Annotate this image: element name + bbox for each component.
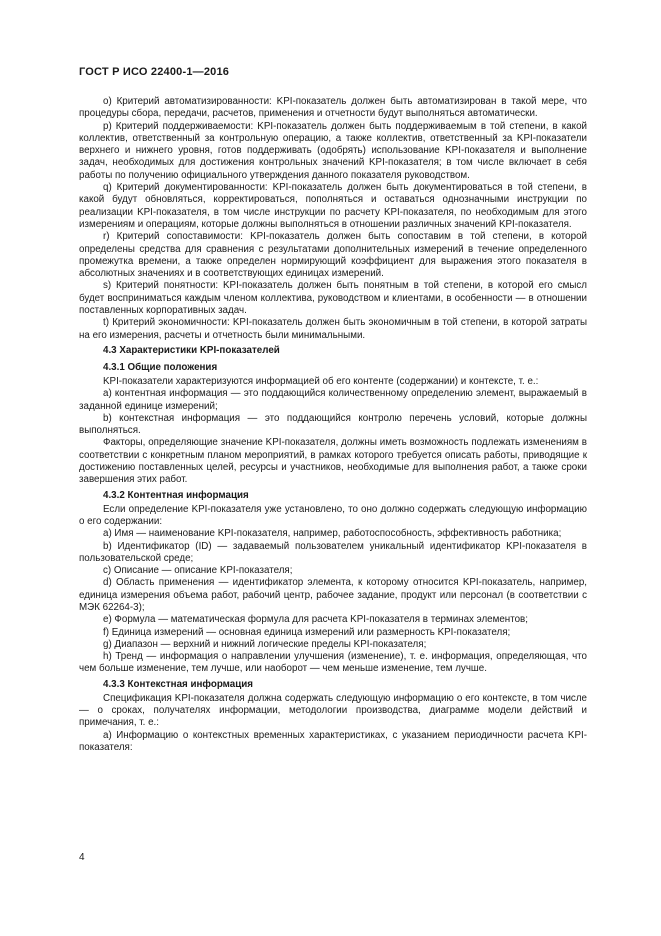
paragraph: h) Тренд — информация о направлении улучшения (изменение), т. е. информация, определяющая, что чем больше изменение, тем лучше, или наоборот — чем меньше изменение, тем лучше. (79, 651, 587, 675)
paragraph: е) Формула — математическая формула для расчета KPI-показателя в терминах элементов; (103, 614, 528, 626)
paragraph: о) Критерий автоматизированности: KPI-показатель должен быть автоматизирован в такой мере, что процедуры сбора, передачи, расчетов, применения и отчетности будут выполняться автоматически. (79, 96, 587, 120)
paragraph: Если определение KPI-показателя уже установлено, то оно должно содержать следующую информацию о его содержании: (79, 503, 587, 527)
paragraph: f) Единица измерений — основная единица измерений или размерность KPI-показателя; (103, 626, 511, 638)
paragraph: а) Информацию о контекстных временных характеристиках, с указанием периодичности расчета KPI-показателя: (79, 729, 587, 753)
paragraph: Спецификация KPI-показателя должна содержать следующую информацию о его контексте, в том числе — о сроках, получателях информации, методологии производства, диаграмме модели действий и примечания, т. е.: (79, 692, 587, 729)
paragraph: Факторы, определяющие значение KPI-показателя, должны иметь возможность подлежать изменениям в соответствии с конкретным планом мероприятий, в рамках которого требуется описать работы, приводящие к достижению поставленных целей, ресурсы и участников, необходимые для выполнения работ, а также сроки завершения этих работ. (79, 437, 587, 486)
page-header: ГОСТ Р ИСО 22400-1—2016 (79, 66, 230, 78)
page-number: 4 (79, 852, 85, 863)
paragraph: а) контентная информация — это поддающийся количественному определению элемент, выражаемый в заданной единице измерений; (79, 388, 587, 412)
paragraph: b) контекстная информация — это поддающийся контролю перечень условий, которые должны выполняться. (79, 412, 587, 437)
section-heading: 4.3 Характеристики KPI-показателей (103, 344, 280, 356)
paragraph: t) Критерий экономичности: KPI-показатель должен быть экономичным в той степени, в которой затраты на его измерения, расчеты и отчетность были минимальными. (79, 317, 587, 341)
section-heading: 4.3.3 Контекстная информация (103, 678, 254, 690)
paragraph: p) Критерий поддерживаемости: KPI-показатель должен быть поддерживаемым в той степени, в какой коллектив, ответственный за контрольную операцию, а также коллектив, ответственный за KPI-показатели верхнего и нижнего уровня, готов поддерживать (одобрять) использование KPI-показателя и выполнение задач, необходимых для достижения контрольных значений KPI-показателя; в том числе включает в себя работы по получению официального утверждения данного показателя руководством. (79, 120, 587, 181)
paragraph: q) Критерий документированности: KPI-показатель должен быть документироваться в той степени, в какой будут обновляться, корректироваться, пополняться и оставаться однозначными инструкции по реализации KPI-показателя, в том числе инструкции по расчету KPI-показателя, по необходимым для этого измерениям и операциям, которые должны выполняться в отношении различных значений KPI-показателя. (79, 182, 587, 230)
section-heading: 4.3.1 Общие положения (103, 361, 218, 373)
paragraph: s) Критерий понятности: KPI-показатель должен быть понятным в той степени, в которой его смысл будет восприниматься каждым членом коллектива, руководством и клиентами, в особенности — в отношении поставленных корпоративных задач. (79, 280, 587, 317)
paragraph: KPI-показатели характеризуются информацией об его контенте (содержании) и контексте, т. е.: (103, 375, 539, 387)
paragraph: с) Описание — описание KPI-показателя; (103, 565, 293, 577)
paragraph: b) Идентификатор (ID) — задаваемый пользователем уникальный идентификатор KPI-показателя в пользовательской среде; (79, 540, 587, 564)
section-heading: 4.3.2 Контентная информация (103, 489, 249, 501)
paragraph: а) Имя — наименование KPI-показателя, например, работоспособность, эффективность работника; (103, 528, 562, 540)
paragraph: d) Область применения — идентификатор элемента, к которому относится KPI-показатель, например, единица измерения объема работ, рабочий центр, рабочее задание, продукт или персонал (в соответствии с МЭК 62264-3); (79, 577, 587, 613)
document-body (79, 96, 587, 754)
paragraph: g) Диапазон — верхний и нижний логические пределы KPI-показателя; (103, 638, 427, 650)
paragraph: r) Критерий сопоставимости: KPI-показатель должен быть сопоставим в той степени, в которой определены средства для сравнения с результатами дополнительных измерений в течение определенного промежутка времени, а также определен нормирующий коэффициент для выражения этого показателя в абсолютных значениях и в соответствующих единицах измерений. (79, 231, 587, 280)
